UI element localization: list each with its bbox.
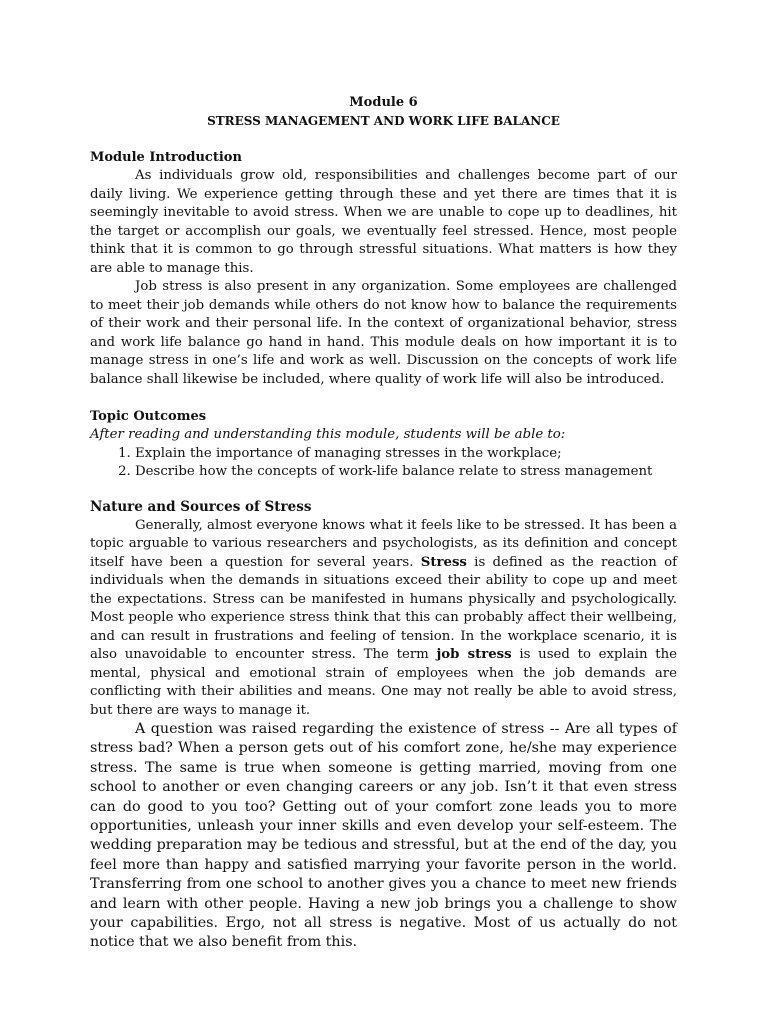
intro-paragraph-2: Job stress is also present in any organization. Some employees are challenged to meet their job demands while others do not know how to balance the requirements of their work and their personal life. In the context of organizational behavior, stress and work life balance go hand in hand. This module deals on how important it is to manage stress in one’s life and work as well. Discussion on the concepts of work life balance shall likewise be included, where quality of work life will also be introduced. (90, 279, 677, 387)
list-item: 1. Explain the importance of managing stresses in the workplace; (135, 445, 677, 464)
text-run: is used to explain the mental, physical and emotional strain of employees when the job demands are conflicting with their abilities and means. One may not really be able to avoid stress, but there are ways to manage it. (90, 647, 678, 718)
outcomes-lead: After reading and understanding this module, students will be able to: (90, 427, 566, 442)
module-title: STRESS MANAGEMENT AND WORK LIFE BALANCE (207, 114, 560, 128)
intro-paragraph-1: As individuals grow old, responsibilities and challenges become part of our daily living. We experience getting through these and yet there are times that it is seemingly inevitable to avoid stress. When we are unable to cope up to deadlines, hit the target or accomplish our goals, we eventually feel stressed. Hence, most people think that it is common to go through stressful situations. What matters is how they are able to manage this. (90, 168, 677, 276)
module-label: Module 6 (349, 95, 418, 110)
outcomes-heading: Topic Outcomes (90, 409, 207, 424)
list-item: 2. Describe how the concepts of work-life balance relate to stress management (135, 463, 677, 482)
outcomes-list (90, 445, 677, 482)
nature-paragraph-1 (90, 517, 677, 721)
text-run: Generally, almost everyone knows what it feels like to be stressed. It has been a topic arguable to various researchers and psychologists, as its definition and concept itself have been a question for several years. (90, 517, 677, 570)
term-job-stress: job stress (436, 647, 512, 662)
intro-heading: Module Introduction (90, 150, 242, 165)
nature-paragraph-2: A question was raised regarding the existence of stress -- Are all types of stress bad? When a person gets out of his comfort zone, he/she may experience stress. The same is true when someone is getting married, moving from one school to another or even changing careers or any job. Isn’t it that even stress can do good to you too? Getting out of your comfort zone leads you to more opportunities, unleash your inner skills and even develop your self-esteem. The wedding preparation may be tedious and stressful, but at the end of the day, you feel more than happy and satisfied marrying your favorite person in the world. Transferring from one school to another gives you a chance to meet new friends and learn with other people. Having a new job brings you a challenge to show your capabilities. Ergo, not all stress is negative. Most of us actually do not notice that we also benefit from this. (90, 721, 677, 951)
text-run: is defined as the reaction of individuals when the demands in situations exceed their ability to cope up and meet the expectations. Stress can be manifested in humans physically and psychologically. Most people who experience stress think that this can probably affect their wellbeing, and can result in frustrations and feeling of tension. In the workplace scenario, it is also unavoidable to encounter stress. The term (90, 554, 677, 662)
document-page (90, 93, 677, 953)
nature-heading: Nature and Sources of Stress (90, 498, 312, 515)
term-stress: Stress (420, 554, 467, 570)
